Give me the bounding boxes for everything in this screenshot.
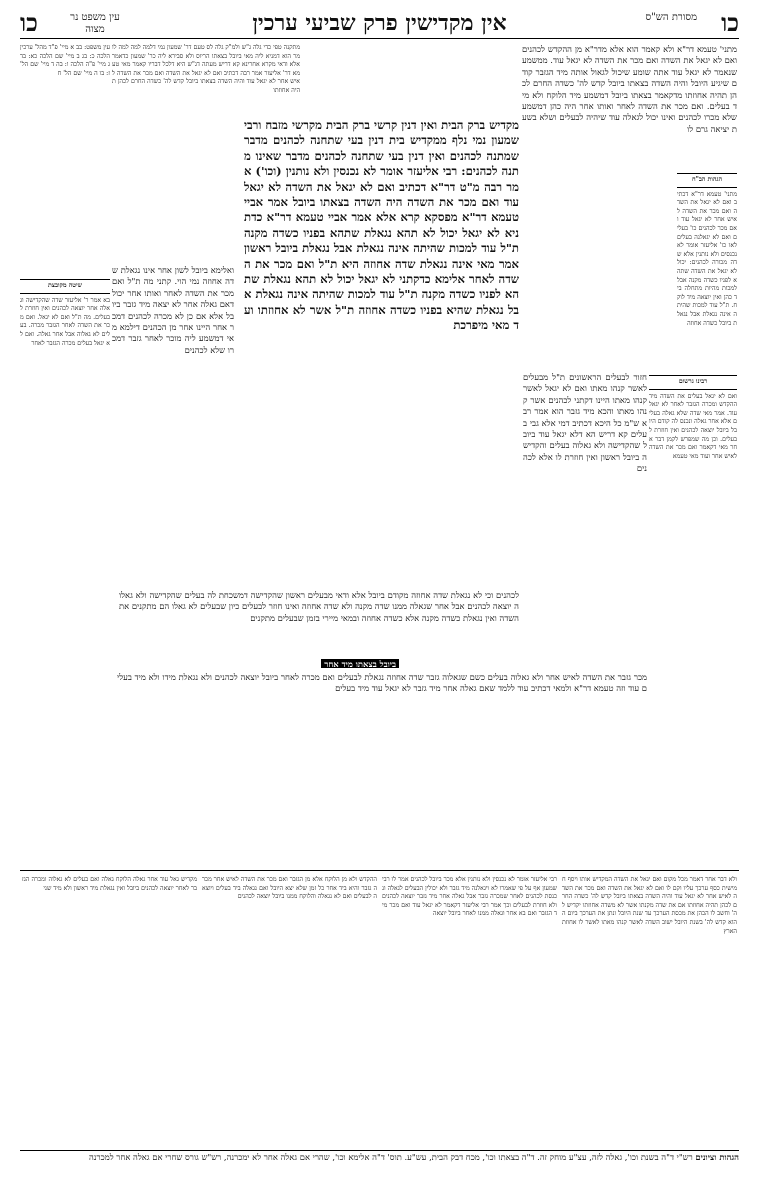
gemara-continuation (119, 590, 519, 650)
tosafot-column-mid (112, 265, 234, 565)
gemara-text: מקדיש ברק הבית ואין דנין קרשי ברק הבית מקרשי מזבח ורבי שמעון נמי נלף ממקדיש בית דנין בעי שתחנה לכהנים מדבר שמתנה לכהנים ואין דנין בעי שתחנה לכהנים מדבר שאינו מתנה לכהנים: רבי אליעזר אומר לא נכנסין ולא נותנין (וכו') אמר רבה מ"ט דר"א דכתיב ואם לא יגאל את השדה לא יגאל עוד ואם מכר את השדה היה השדה בצאתו ביובל אמר אביי טעמא דר"א מפסקא קרא אלא אמר אביי טעמא דר"א כדתניא לא יגאל יכול לא תהא נגאלת שתהא בפניו כשדה מקנה ת"ל עוד למכות שהיתה אינה נגאלת אבל נגאלת ביובל ראשון אמר מאי אינה נגאלת שדה אחוזה היא ת"ל ואם מכר את השדה לאחר אלימא כדקתני לא יגאל יכול לא תהא נגאלת שתהא לפניו כשדה מקנה ת"ל עוד למכות שהיתה אינה נגאלת אבל נגאלת שהיא בפניו כשדה אחוזה ת"ל אשר לא אחוזתו ועד מאי מיפרכת (244, 118, 519, 333)
lower-commentary-text: מכר גזבר את השדה לאיש אחר ולא גאלוה בעלים כשם שגאלוה גזבר שדה אחוזה נגאלת לבעלים ואם מכרה לאחר ביובל יוצאה לכהנים ולא נגאלת מידו ולא מיד בעלים עוד וזה טעמא דר"א ולמאי דכתיב עוד ללמד שאם גאלה אחר מיד גזבר לא יגאל עוד מיד בעלים (117, 672, 647, 694)
footer-notes (20, 1150, 739, 1179)
right-side-text: מתני' טעמא דר"א דכתיב ואם לא יגאל את השדה ואם מכר את השדה לאיש אחר לא יגאל עוד ואם מכר לכהנים כו' בעלים ואם לא יגאלנה בעלים לאו כו' אליעזר אומר לא נכנסים ולא נותנין אלא שדה מכורה לכהנים: יכול לא יגאל את השדה שתהא לפניו כשדה מקנה אבל למכות מהיות מתחלה ביד כהן ואין יוצאה מיד לוקח. ת"ל עוד למכות שהיתה אינה נגאלת אבל נגאלת ביובל כשדה אחוזה (677, 190, 737, 327)
footer-label: הגהות וציונים (695, 1152, 739, 1162)
ein-mishpat-label: עין משפט נר מצוה (70, 12, 120, 35)
rashi-continuation (523, 372, 647, 642)
left-side-text: ואלימא ביובל לשון אחר אינו נגאלת שדה אחוזה נמי הוי. קתני מה ת"ל ואם מכר את השדה לאחר ואותו אחר יכול דאם גאלה אחר לא יצאה מיד גזבר ביובל אלא אם כן לא מכרה לכהנים דמכר אחר היינו אחר מן הכהנים דילמא מאי דמשמע ליה מוכר לאחר גזבר דמכרו שלא לכהנים (112, 265, 234, 355)
tosafot-column-top (112, 44, 300, 264)
page-header (20, 8, 739, 39)
lower-commentary (117, 672, 647, 862)
bottom-column-2 (382, 876, 557, 1144)
hagahot-habach-box (677, 170, 737, 370)
shita-mekubetzet-column (20, 276, 110, 756)
rabbeinu-gershom-column (649, 372, 737, 872)
footer-text: רש"י ד"ה בשנת וכו', גאלה לזה, עצ"ע מוחק זה. ד"ה בצאתו וכו', מכח דבק הבית, עש"ע. תוס' ד"ה אלימא וכו', שהרי אם גאלה אחר לא ימכרנה, רש"ש גורס שחרי אם גאלה אחר למכרנה (88, 1152, 693, 1162)
ein-mishpat-column (20, 44, 110, 274)
page-title: אין מקדישין פרק שביעי ערכין (252, 10, 507, 36)
divider (20, 870, 739, 871)
bottom-text-3: ההקדש ולא מן הלוקח אלא מן הגזבר ואם מכר את השדה לאיש אחר מכרה גזבר והיא ביד אחר כל זמן שלא יצא היובל ואם נגאלה ביד בעלים ויוצאה לבעלים ואם לא נגאלה והלוקח ממנו ביובל יוצאה לכהנים (202, 876, 377, 901)
hagahot-habach-title: הגהות הב"ח (677, 173, 737, 188)
page-number: כו (721, 8, 739, 37)
tosafot-text-top: מתקנה טפי כדי גלה ג"ש ולמ"ק גלה לס טעם דר' שמעון נמי דלמה למה למה לומר הוא דמניא ליה מאי ביובל בצאתו הריוס ולא סבירא ליה כר' שמעון כדאמר אלא ודאי מקרא אחרינא קא דריש מעתה דג"ש היא דלכל דבריו קאמר מאי טעמא דר' אליעזר אמר רבה דכתיב ואם לא יגאל את השדה ואם מכר את השדה לאיש אחר לא יגאל עוד והיה השדה בצאתו ביובל קדש לה' כשדה החרם לכהן תהיה אחוזתו (112, 44, 300, 94)
bottom-column-1 (562, 876, 737, 1144)
bottom-text-1: ולא דבר אחר דאמר מכל מקום ואם יגאל את השדה המקדיש אותו ויסף חמישית כסף ערכך עליו וקם לו ואם לא יגאל את השדה ואם מכר את השדה לאיש אחר לא יגאל עוד והיה השדה בצאתו ביובל קדש לה' כשדה החרם לכהן תהיה אחוזתו אם את שדה מקנתו אשר לא משדה אחוזתו יקדיש לה' וחשב לו הכהן את מכסת הערכך עד שנת היובל ונתן את הערכך ביום ההוא קדש לה' בשנת היובל ישוב השדה לאשר קנהו מאתו לאשר לו אחוזת הארץ (562, 876, 737, 935)
rabbeinu-text: ואם לא יגאל בעלים את השדה מיד ההקדש ומכרה הגזבר לאחר לא יגאל עוד. אמר מאי שדה שלא גאלה בעלים אלא אחר גאלה ונכנס לה קודם היובל ביובל יוצאה לכהנים ואין חוזרת לבעלים. וכן מה שמפרש לקמן דבר אחר מאי דקאמר ואם מכר את השדה לאיש אחר ועוד מאי טעמא (649, 392, 737, 460)
rashi-text: מתני' טעמא דר"א ולא קאמר הוא אלא מדר"א מן ההקדש לכהנים ואם לא יגאל את השדה ואם מכר את השדה לא יגאל עוד. ממשמע שנאמר לא יגאל עוד אתה שומע שיכול לגאול אותה מיד הגזבר קודם שיגיע היובל והיה השדה בצאתו ביובל קדש לה' כשדה החרם לכהן תהיה אחוזתו מדקאמר בצאתו ביובל דמשמע מיד הלוקח ולא מיד בעלים. ואם מכר את השדה לאחר ואותו אחר היה כהן דמשמע שלא מכרו לכהנים ואינו יכול לגאלה עוד שיהיה לבעלים ושלא בשעת יציאה גרם לו (522, 44, 737, 134)
ein-mishpat-text: עין משפט: בב א מיי' פ"ד מהל' ערכין הלכה כ: בג ב מיי' שם הלכה כא: בד ג מיי' פ"ה הלכה ו: בה ד מיי' שם הל' ז: בו ה מיי' שם הל' ח (20, 44, 110, 77)
bottom-column-4 (22, 876, 197, 1144)
masoret-hashas-label: מסורת הש"ס (645, 12, 697, 23)
rashi-continuation-text: חזור לבעלים הראשונים ת"ל מבעלים לאשר קנהו מאתו ואם לא יגאל לאשר קנהו מאתו היינו דקתני לכהנים אשר קנהו מאתו והכא מיד גזבר הוא אמר רבא ש"מ כל היכא דכתיב דמי אלא גבי בעלים קא דריש הא דלא יגאל עוד ביובל שהקדישה ולא גאלוה בעלים והקדישה ביובל ראשון ואין חוזרת לו אלא לכהנים (523, 372, 647, 474)
bottom-column-3 (202, 876, 377, 1144)
ribbon-text: ביובל בצאתו מיד אחר (321, 659, 399, 668)
gemara-continuation-text: לכהנים וכי לא נגאלת שדה אחוזה מקודם ביובל אלא ודאי מבעלים ראשון שהקדישה דמשכחת לה בעלים שהקדישה ולא גאלוה יוצאה לכהנים אבל אחר שגאלה ממנו שדה מקנה ולא שדה אחוזה ואינו חוזר לבעלים כיון שבעלים לא גאלו הם מתקנים את השדה ואין נגאלת כשדה מקנה אלא כשדה אחוזה ובמאי מיירי בזמן שבעלים מתקנים (119, 590, 519, 623)
page-number-left: כו (20, 8, 38, 37)
bottom-text-2: רבי אליעזר אומר לא נכנסין ולא נותנין אלא מכר ביובל לכהנים אמר לו רבי שמעון אף על פי שאמרו לא ויגאלנה מיד גזבר ולא יכולין הבעלים לגאלה ונכנסת לכהנים לאחר שמכרה גזבר אבל גאלה אחר מיד גזבר יוצאה לכהנים ולא חוזרת לבעלים וכך אמר רבי אליעזר דקאמר לא יגאל עוד ואם מכר מיד הגזבר ואם בא אחר וגאלה ממנו לאחר ביובל יוצאה (382, 876, 557, 918)
bottom-text-4: מקדיש גאל עוד אחר גאלה הלוקח גאלה ואם בעלים לא גאלוה ומכרה הגזבר לאחר יוצאה לכהנים ביובל ואין נגאלת מיד ראשון ולא מיד שני (22, 876, 197, 892)
rabbeinu-gershom-title: רבינו גרשום (649, 375, 737, 390)
ribbon-line (229, 652, 399, 668)
shita-mekubetzet-title: שיטה מקובצת (20, 279, 110, 294)
shita-text: בא אמר ר' אליעזר שדה שהקדישה וגאלה אחר יוצאה לכהנים ואין חוזרת לבעלים. מה ת"ל ואם לא יגאל. ואם מכר את השדה לאחר הגזבר מכרה. בעלים לא גאלוה אבל אחר גאלה. ואם לא יגאל בעלים מכרה הגזבר לאחר (20, 296, 110, 347)
